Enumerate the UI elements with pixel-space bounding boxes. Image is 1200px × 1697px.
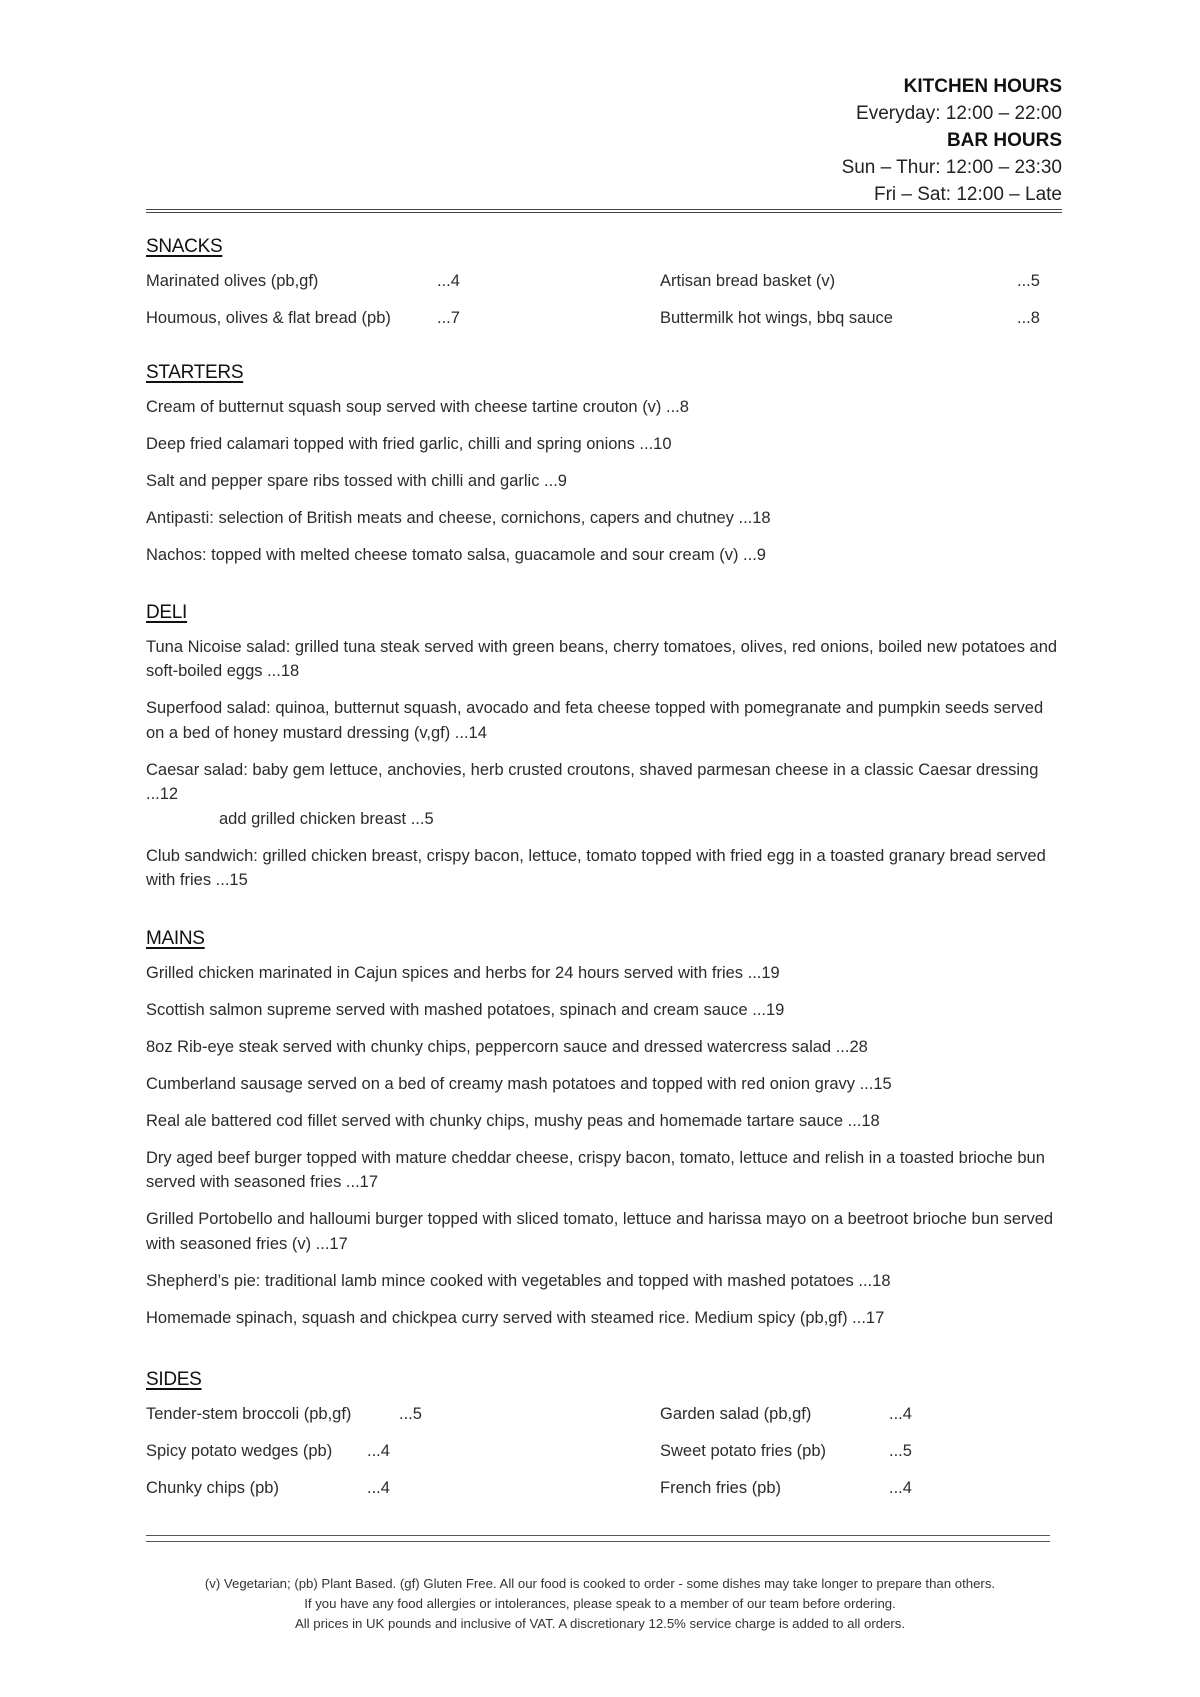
- menu-item: Homemade spinach, squash and chickpea curry served with steamed rice. Medium spicy (pb,gf) ...17: [146, 1308, 885, 1327]
- section-title-sides: SIDES: [146, 1369, 202, 1390]
- menu-item: Antipasti: selection of British meats and cheese, cornichons, capers and chutney ...18: [146, 508, 771, 527]
- menu-item: Scottish salmon supreme served with mashed potatoes, spinach and cream sauce ...19: [146, 1000, 785, 1019]
- item-price: ...7: [437, 308, 460, 327]
- item-price: ...5: [889, 1441, 912, 1460]
- opening-hours: [842, 73, 1062, 208]
- item-name: Sweet potato fries (pb): [660, 1441, 826, 1460]
- menu-item: Deep fried calamari topped with fried garlic, chilli and spring onions ...10: [146, 434, 672, 453]
- section-deli: [146, 601, 1066, 905]
- item-price: ...5: [399, 1404, 422, 1423]
- item-name: Chunky chips (pb): [146, 1478, 279, 1497]
- menu-item: Nachos: topped with melted cheese tomato salsa, guacamole and sour cream (v) ...9: [146, 545, 766, 564]
- menu-row: [146, 1402, 1066, 1439]
- deli-list: [146, 635, 1066, 893]
- bar-hours-title: BAR HOURS: [946, 130, 1062, 151]
- bottom-divider: [146, 1535, 1050, 1542]
- item-price: ...4: [437, 271, 460, 290]
- item-price: ...4: [889, 1404, 912, 1423]
- section-mains: [146, 927, 1066, 1343]
- bar-hours-weekday: Sun – Thur: 12:00 – 23:30: [841, 157, 1062, 178]
- menu-item: Shepherd’s pie: traditional lamb mince cooked with vegetables and topped with mashed potatoes ...18: [146, 1271, 891, 1290]
- mains-list: [146, 961, 1066, 1331]
- footer-pricing-note: All prices in UK pounds and inclusive of VAT. A discretionary 12.5% service charge is added to all orders.: [294, 1616, 906, 1631]
- menu-item: Dry aged beef burger topped with mature cheddar cheese, crispy bacon, tomato, lettuce and relish in a toasted brioche bun served with seasoned fries ...17: [146, 1148, 1045, 1191]
- menu-item: Cream of butternut squash soup served with cheese tartine crouton (v) ...8: [146, 397, 689, 416]
- item-price: ...5: [1017, 271, 1040, 290]
- menu-row: [146, 269, 1066, 306]
- menu-item: Real ale battered cod fillet served with chunky chips, mushy peas and homemade tartare sauce ...18: [146, 1111, 880, 1130]
- menu-item: Caesar salad: baby gem lettuce, anchovies, herb crusted croutons, shaved parmesan cheese in a classic Caesar dressing ...12: [146, 760, 1039, 803]
- menu-item-addon: add grilled chicken breast ...5: [219, 809, 434, 828]
- menu-row: [146, 1476, 1066, 1513]
- section-sides: [146, 1368, 1066, 1513]
- item-name: Tender-stem broccoli (pb,gf): [146, 1404, 352, 1423]
- bar-hours-weekend: Fri – Sat: 12:00 – Late: [873, 184, 1062, 205]
- item-name: Houmous, olives & flat bread (pb): [146, 308, 391, 327]
- menu-item: Superfood salad: quinoa, butternut squash, avocado and feta cheese topped with pomegranate and pumpkin seeds served on a bed of honey mustard dressing (v,gf) ...14: [146, 699, 1044, 742]
- item-price: ...8: [1017, 308, 1040, 327]
- starters-list: [146, 395, 1066, 568]
- kitchen-hours-title: KITCHEN HOURS: [903, 76, 1062, 97]
- item-price: ...4: [367, 1441, 390, 1460]
- item-name: Artisan bread basket (v): [660, 271, 836, 290]
- item-name: Garden salad (pb,gf): [660, 1404, 812, 1423]
- menu-row: [146, 1439, 1066, 1476]
- item-name: Marinated olives (pb,gf): [146, 271, 319, 290]
- menu-item: 8oz Rib-eye steak served with chunky chips, peppercorn sauce and dressed watercress salad ...28: [146, 1037, 868, 1056]
- top-divider: [146, 209, 1062, 213]
- menu-row: [146, 306, 1066, 343]
- kitchen-hours-value: Everyday: 12:00 – 22:00: [856, 103, 1062, 124]
- section-title-deli: DELI: [146, 602, 188, 623]
- item-name: Buttermilk hot wings, bbq sauce: [660, 308, 893, 327]
- menu-item: Club sandwich: grilled chicken breast, crispy bacon, lettuce, tomato topped with fried egg in a toasted granary bread served with fries ...15: [146, 846, 1046, 889]
- footer-notes: [0, 1574, 1200, 1634]
- section-title-mains: MAINS: [146, 928, 205, 949]
- item-price: ...4: [367, 1478, 390, 1497]
- section-snacks: [146, 235, 1066, 343]
- section-starters: [146, 361, 1066, 580]
- section-title-snacks: SNACKS: [146, 236, 223, 257]
- item-name: Spicy potato wedges (pb): [146, 1441, 333, 1460]
- menu-item: Tuna Nicoise salad: grilled tuna steak served with green beans, cherry tomatoes, olives, red onions, boiled new potatoes and soft-boiled eggs ...18: [146, 637, 1058, 680]
- item-name: French fries (pb): [660, 1478, 782, 1497]
- menu-item: Salt and pepper spare ribs tossed with chilli and garlic ...9: [146, 471, 567, 490]
- menu-item: Grilled Portobello and halloumi burger topped with sliced tomato, lettuce and harissa mayo on a beetroot brioche bun served with seasoned fries (v) ...17: [146, 1210, 1054, 1253]
- item-price: ...4: [889, 1478, 912, 1497]
- menu-item: Grilled chicken marinated in Cajun spices and herbs for 24 hours served with fries ...19: [146, 963, 780, 982]
- footer-dietary-key: (v) Vegetarian; (pb) Plant Based. (gf) Gluten Free. All our food is cooked to order - some dishes may take longer to prepare than others.: [204, 1576, 996, 1591]
- section-title-starters: STARTERS: [146, 362, 244, 383]
- menu-item: Cumberland sausage served on a bed of creamy mash potatoes and topped with red onion gravy ...15: [146, 1074, 892, 1093]
- footer-allergy-note: If you have any food allergies or intolerances, please speak to a member of our team before ordering.: [304, 1596, 896, 1611]
- sides-grid: [146, 1402, 1066, 1513]
- snacks-grid: [146, 269, 1066, 343]
